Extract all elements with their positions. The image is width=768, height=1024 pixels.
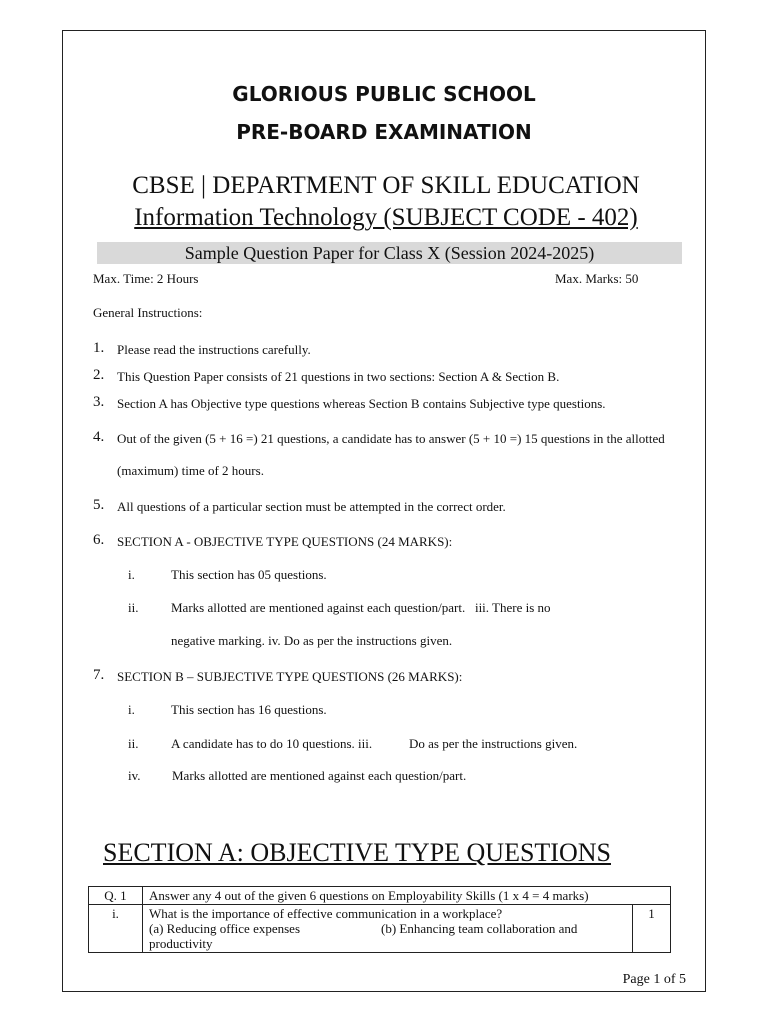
session-title: Sample Question Paper for Class X (Session 2024-2025) [184,243,595,263]
subject-title-text: Information Technology (SUBJECT CODE - 402) [134,204,638,231]
option-b-continued: productivity [149,936,213,951]
instruction-number: 1. [93,340,105,356]
max-time: Max. Time: 2 Hours [93,271,199,286]
sub-instruction-text: Marks allotted are mentioned against each question/part. [172,768,467,783]
exam-title: PRE-BOARD EXAMINATION [236,120,532,144]
instruction-text: SECTION B – SUBJECTIVE TYPE QUESTIONS (26 MARKS): [117,669,463,684]
sub-instruction-number: ii. [128,600,139,615]
instructions-title: General Instructions: [93,305,203,320]
question-instruction: Answer any 4 out of the given 6 questions on Employability Skills (1 x 4 = 4 marks) [143,887,671,905]
question-table [88,886,671,953]
school-name: GLORIOUS PUBLIC SCHOOL [232,82,536,106]
section-a-heading: SECTION A: OBJECTIVE TYPE QUESTIONS [103,838,611,867]
instruction-text: Please read the instructions carefully. [117,342,311,357]
sub-instruction-text: This section has 16 questions. [171,702,327,717]
sub-question-number: i. [89,905,143,953]
question-number: Q. 1 [89,887,143,905]
page-number: Page 1 of 5 [622,972,686,987]
marks-cell: 1 [633,905,671,953]
option-b: (b) Enhancing team collaboration and [381,921,578,936]
option-a: (a) Reducing office expenses [149,921,301,936]
instruction-number: 6. [93,532,105,548]
sub-question-cell [143,905,633,953]
instruction-number: 4. [93,429,105,445]
sub-instruction-text: Marks allotted are mentioned against each question/part. iii. There is no [171,600,551,615]
instruction-number: 2. [93,367,105,383]
instruction-text: Out of the given (5 + 16 =) 21 questions, a candidate has to answer (5 + 10 =) 15 questions in the allotted [117,431,665,446]
instruction-number: 5. [93,497,105,513]
instruction-text-continued: (maximum) time of 2 hours. [117,463,264,478]
instruction-text: This Question Paper consists of 21 questions in two sections: Section A & Section B. [117,369,560,384]
sub-instruction-number: i. [128,702,135,717]
sub-instruction-text-b: Do as per the instructions given. [409,736,578,751]
board-title: CBSE | DEPARTMENT OF SKILL EDUCATION [132,172,640,199]
sub-instruction-number: i. [128,567,135,582]
sub-instruction-text: A candidate has to do 10 questions. iii. [171,736,373,751]
options-row [149,921,626,936]
instruction-number: 7. [93,667,105,683]
table-row [89,887,671,905]
instruction-number: 3. [93,394,105,410]
table-row [89,905,671,953]
instruction-text: Section A has Objective type questions whereas Section B contains Subjective type questions. [117,396,606,411]
sub-instruction-text-continued: negative marking. iv. Do as per the instructions given. [171,633,453,648]
subject-title [0,204,768,232]
max-marks: Max. Marks: 50 [555,271,639,286]
sub-instruction-text: This section has 05 questions. [171,567,327,582]
sub-question-text: What is the importance of effective communication in a workplace? [149,906,503,921]
sub-instruction-number: iv. [128,768,141,783]
instruction-text: SECTION A - OBJECTIVE TYPE QUESTIONS (24 MARKS): [117,534,453,549]
sub-instruction-number: ii. [128,736,139,751]
instruction-text: All questions of a particular section must be attempted in the correct order. [117,499,506,514]
